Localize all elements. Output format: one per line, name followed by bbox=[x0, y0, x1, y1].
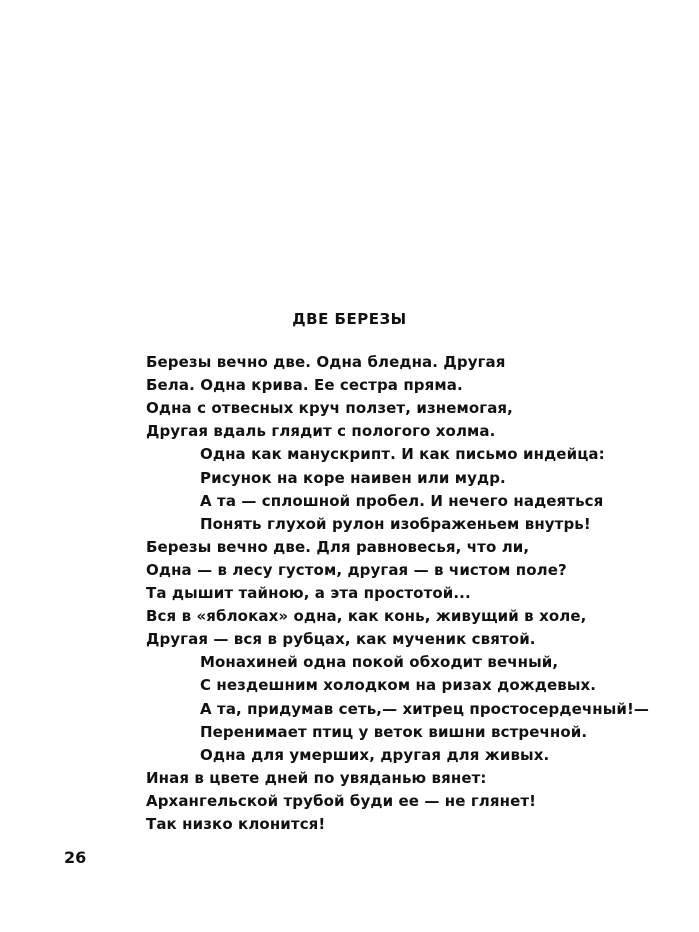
poem-line: Березы вечно две. Для равновесья, что ли, bbox=[146, 537, 530, 556]
poem-line: А та — сплошной пробел. И нечего надеяться bbox=[200, 491, 604, 510]
poem-line: Архангельской трубой буди ее — не глянет! bbox=[146, 791, 537, 810]
poem-line: Рисунок на коре наивен или мудр. bbox=[200, 468, 506, 487]
poem-line: Понять глухой рулон изображеньем внутрь! bbox=[200, 514, 591, 533]
poem-line: Одна для умерших, другая для живых. bbox=[200, 745, 550, 764]
poem-line: Так низко клонится! bbox=[146, 815, 326, 833]
poem-line: Березы вечно две. Одна бледна. Другая bbox=[146, 353, 506, 371]
poem-line: С нездешним холодком на ризах дождевых. bbox=[200, 676, 597, 695]
poem-line: Перенимает птиц у веток вишни встречной. bbox=[200, 722, 588, 741]
poem-line: Одна как манускрипт. И как письмо индейца: bbox=[200, 445, 605, 464]
poem-line: Иная в цвете дней по увяданью вянет: bbox=[146, 768, 487, 787]
poem-line: Другая — вся в рубцах, как мученик святой. bbox=[146, 630, 536, 649]
page-number: 26 bbox=[64, 848, 87, 867]
poem-line: Одна — в лесу густом, другая — в чистом поле? bbox=[146, 560, 567, 579]
poem-line: Вся в «яблоках» одна, как конь, живущий в холе, bbox=[146, 607, 587, 626]
poem-line: Та дышит тайною, а эта простотой... bbox=[146, 584, 471, 602]
poem-line: Другая вдаль глядит с пологого холма. bbox=[146, 422, 496, 441]
poem-title: ДВЕ БЕРЕЗЫ bbox=[292, 310, 407, 328]
poem-line: Бела. Одна крива. Ее сестра пряма. bbox=[146, 376, 463, 395]
poem-line: А та, придумав сеть,— хитрец простосердечный!— bbox=[200, 699, 650, 718]
poem-line: Монахиней одна покой обходит вечный, bbox=[200, 653, 559, 672]
poem-line: Одна с отвесных круч ползет, изнемогая, bbox=[146, 399, 513, 418]
